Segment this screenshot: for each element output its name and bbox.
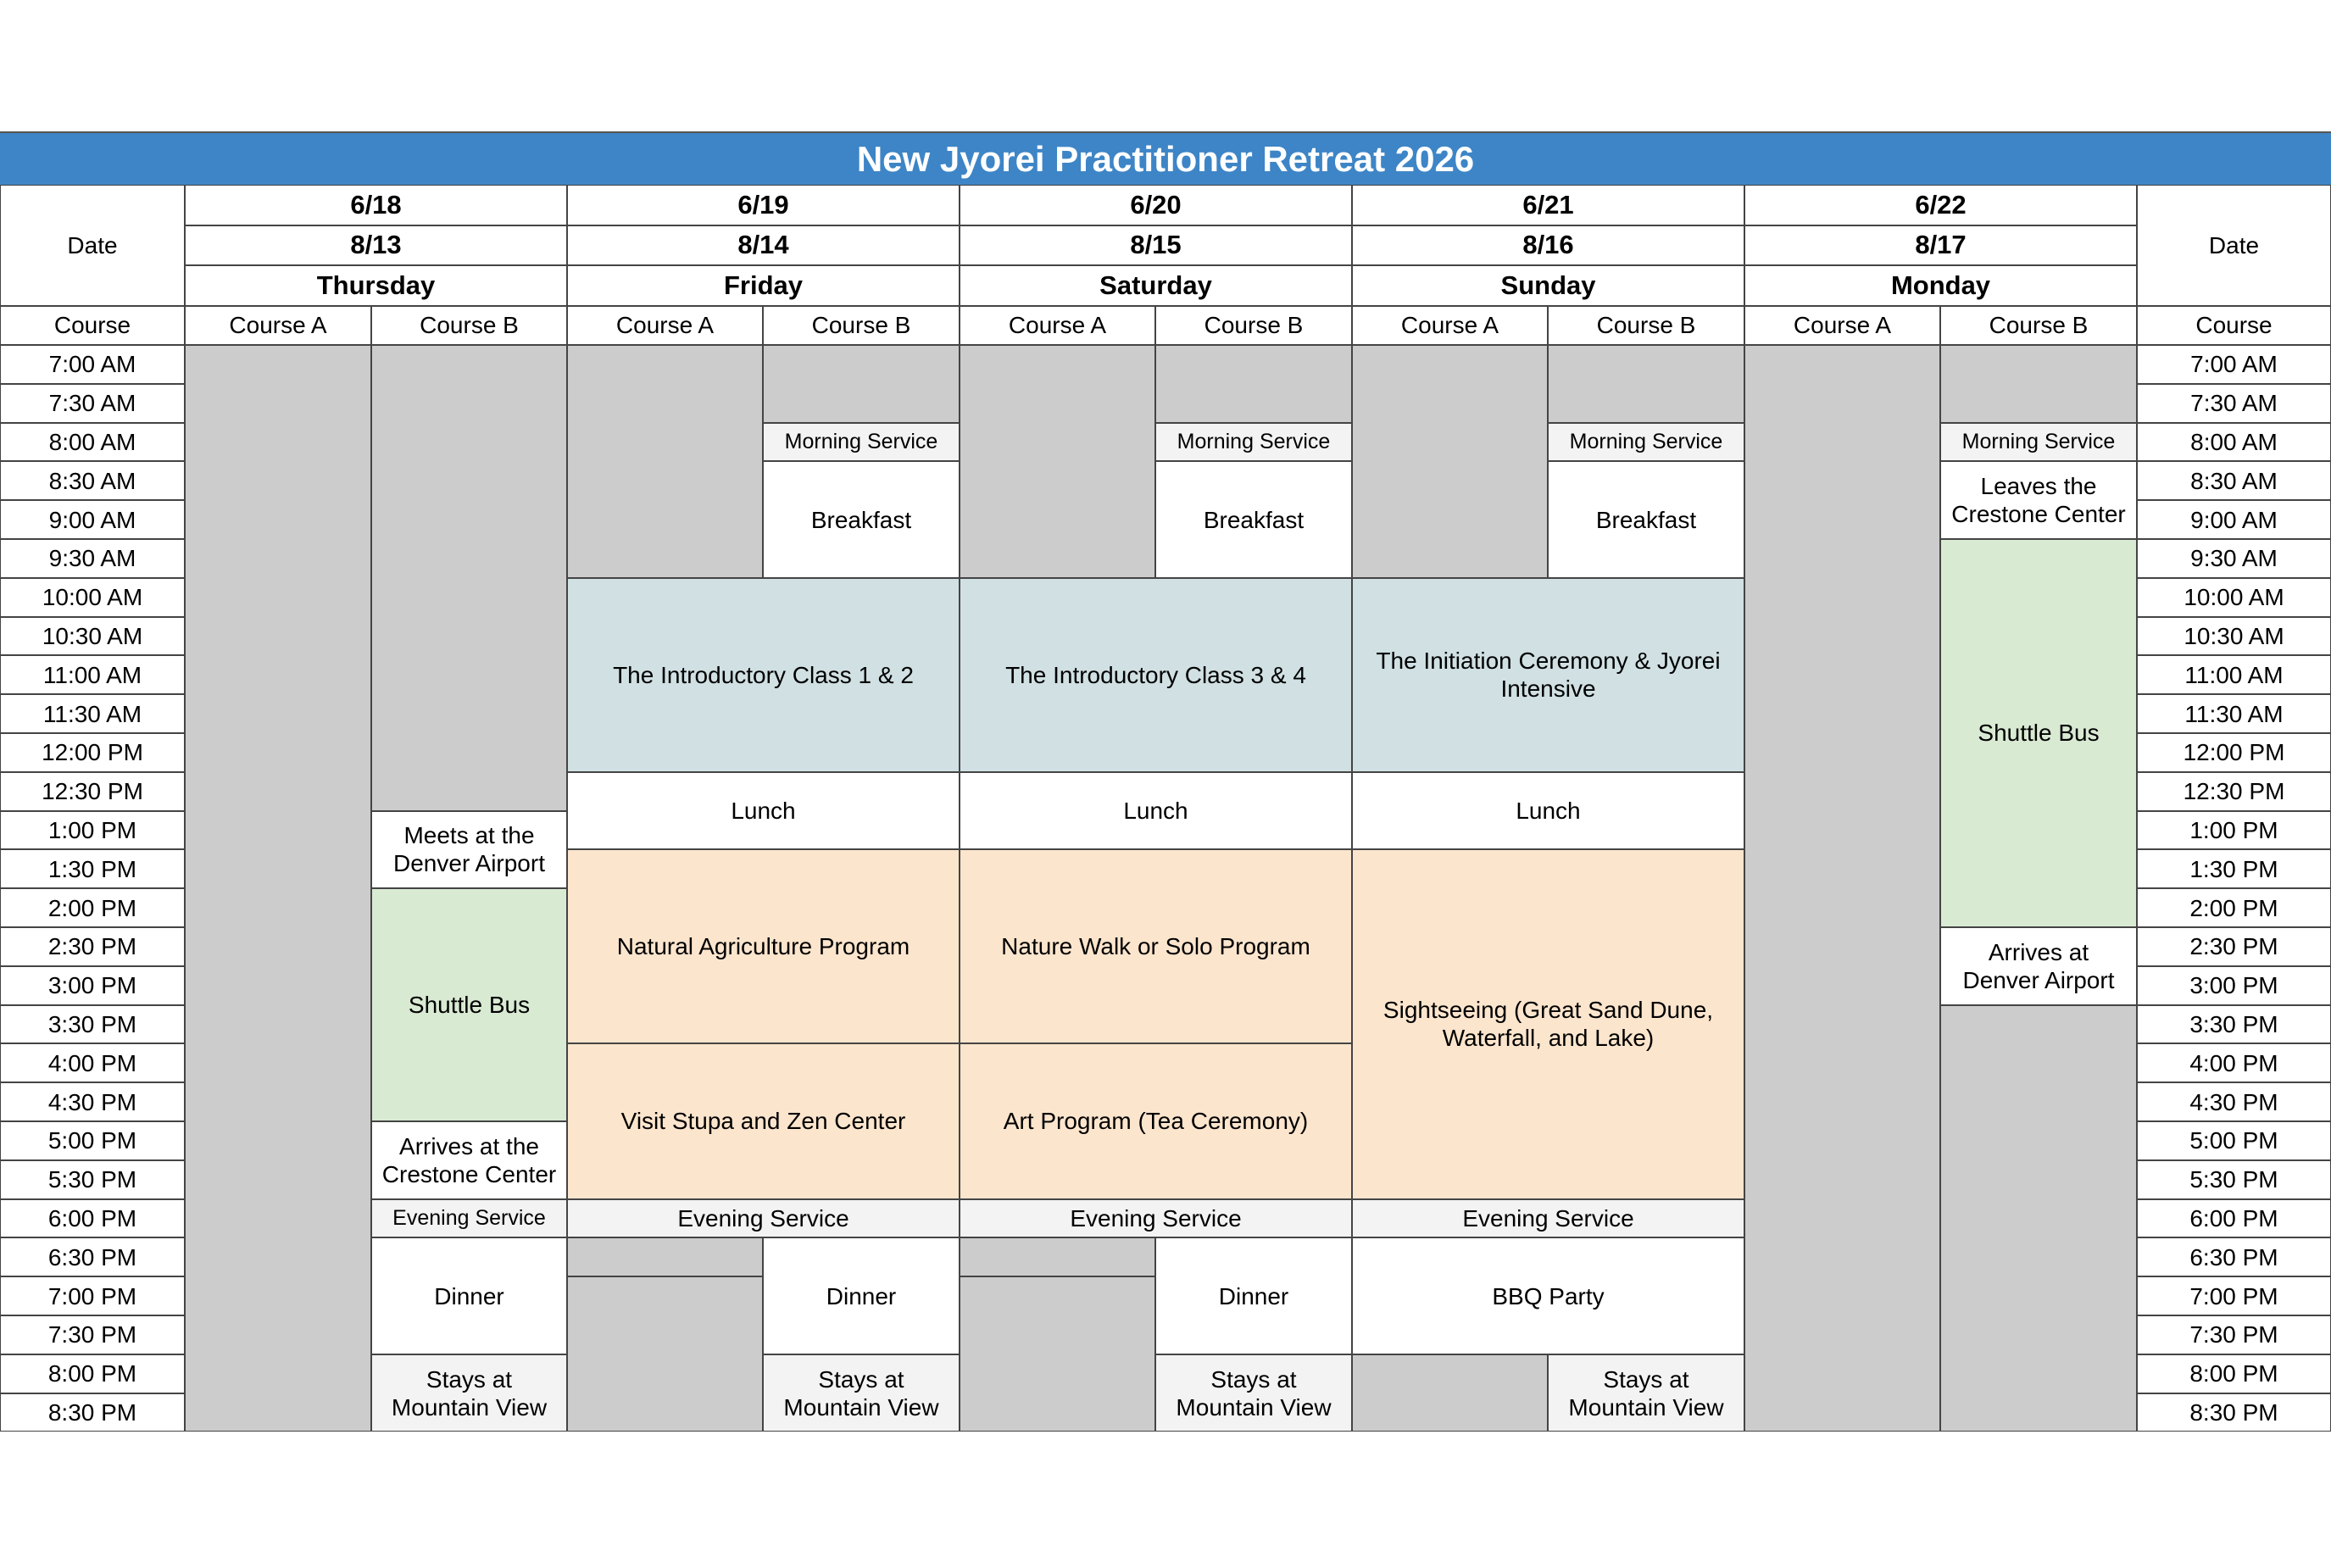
- unscheduled-block: [1940, 1005, 2137, 1432]
- schedule-event-text: Evening Service: [677, 1204, 849, 1232]
- time-label-right: [2137, 1121, 2331, 1160]
- time-label-left-text: 7:00 PM: [47, 1282, 137, 1309]
- time-label-right: [2137, 849, 2331, 888]
- time-label-left: [0, 811, 185, 850]
- time-label-right-text: 11:00 AM: [2184, 661, 2284, 688]
- time-label-left-text: 7:30 AM: [48, 390, 136, 417]
- time-label-right-text: 10:30 AM: [2184, 622, 2284, 649]
- time-label-left: [0, 1043, 185, 1082]
- schedule-event: [960, 1043, 1352, 1198]
- schedule-event: [371, 1199, 567, 1238]
- day-weekday: [567, 265, 960, 306]
- time-label-left-text: 3:30 PM: [47, 1010, 137, 1037]
- day-date-primary: [1352, 185, 1744, 225]
- unscheduled-block: [1352, 1354, 1548, 1432]
- time-label-right-text: 1:30 PM: [2189, 855, 2278, 882]
- schedule-event: [1548, 1354, 1744, 1432]
- time-label-right: [2137, 927, 2331, 966]
- schedule-event-text: Meets at the Denver Airport: [393, 822, 545, 877]
- time-label-left-text: 7:30 PM: [47, 1321, 137, 1348]
- unscheduled-block: [1352, 345, 1548, 578]
- day-date-primary-text: 6/19: [737, 189, 789, 220]
- time-label-right: [2137, 694, 2331, 733]
- schedule-event-text: Shuttle Bus: [1978, 720, 2100, 747]
- course-b-header-text: Course B: [420, 312, 519, 339]
- schedule-event-text: Dinner: [1218, 1282, 1289, 1309]
- time-label-right-text: 8:30 AM: [2190, 467, 2278, 494]
- schedule-event: [960, 1199, 1352, 1238]
- time-label-right-text: 7:00 PM: [2189, 1282, 2278, 1309]
- time-label-left-text: 8:30 AM: [48, 467, 136, 494]
- time-label-left: [0, 1082, 185, 1121]
- time-label-right-text: 4:30 PM: [2189, 1088, 2278, 1115]
- time-label-left-text: 12:30 PM: [42, 778, 143, 805]
- schedule-event: [1548, 423, 1744, 462]
- time-label-right: [2137, 461, 2331, 500]
- time-label-right-text: 9:00 AM: [2190, 506, 2278, 533]
- unscheduled-block: [185, 345, 371, 1432]
- time-label-left: [0, 655, 185, 694]
- day-date-secondary-text: 8/13: [350, 230, 402, 260]
- schedule-event-text: Stays at Mountain View: [1176, 1365, 1332, 1421]
- schedule-event-text: Lunch: [1516, 798, 1581, 825]
- time-label-right: [2137, 539, 2331, 578]
- schedule-event-text: Breakfast: [1203, 506, 1305, 533]
- time-label-right-text: 3:00 PM: [2189, 972, 2278, 999]
- date-label-left-text: Date: [67, 231, 118, 259]
- time-label-left-text: 7:00 AM: [48, 351, 136, 378]
- course-a-header: [1352, 306, 1548, 345]
- course-b-header: [763, 306, 960, 345]
- time-label-left-text: 1:30 PM: [47, 855, 137, 882]
- schedule-event-text: The Introductory Class 3 & 4: [1005, 661, 1306, 688]
- time-label-right: [2137, 1199, 2331, 1238]
- time-label-left: [0, 1354, 185, 1393]
- time-label-right: [2137, 811, 2331, 850]
- time-label-left: [0, 345, 185, 384]
- schedule-title: New Jyorei Practitioner Retreat 2026: [0, 131, 2331, 185]
- time-label-left-text: 9:30 AM: [48, 545, 136, 572]
- time-label-right: [2137, 617, 2331, 656]
- date-label-right: [2137, 185, 2331, 306]
- time-label-right-text: 6:30 PM: [2189, 1243, 2278, 1271]
- day-date-primary-text: 6/20: [1130, 189, 1182, 220]
- time-label-right-text: 10:00 AM: [2184, 584, 2284, 611]
- schedule-event-text: Arrives at Denver Airport: [1962, 938, 2115, 993]
- schedule-event: [763, 1237, 960, 1354]
- time-label-left-text: 11:30 AM: [42, 700, 142, 727]
- course-label-right-text: Course: [2195, 312, 2273, 339]
- course-a-header-text: Course A: [1400, 312, 1499, 339]
- schedule-event: [1155, 461, 1352, 577]
- time-label-left: [0, 1199, 185, 1238]
- time-label-right: [2137, 423, 2331, 462]
- time-label-right-text: 2:30 PM: [2189, 933, 2278, 960]
- day-date-secondary-text: 8/14: [737, 230, 789, 260]
- time-label-left-text: 3:00 PM: [47, 972, 137, 999]
- schedule-event-text: Morning Service: [784, 429, 938, 453]
- schedule-event-text: The Introductory Class 1 & 2: [613, 661, 914, 688]
- schedule-event-text: Nature Walk or Solo Program: [1001, 933, 1310, 960]
- day-date-primary-text: 6/21: [1522, 189, 1574, 220]
- time-label-left-text: 1:00 PM: [47, 816, 137, 843]
- course-b-header-text: Course B: [1204, 312, 1304, 339]
- schedule-event-text: Evening Service: [1462, 1204, 1634, 1232]
- schedule-event: [1352, 1237, 1744, 1354]
- time-label-right: [2137, 655, 2331, 694]
- time-label-right-text: 4:00 PM: [2189, 1049, 2278, 1076]
- time-label-right: [2137, 1237, 2331, 1276]
- schedule-event: [1352, 849, 1744, 1198]
- schedule-event: [1940, 539, 2137, 927]
- day-weekday-text: Sunday: [1500, 270, 1596, 300]
- time-label-right-text: 12:30 PM: [2183, 778, 2285, 805]
- time-label-right-text: 7:30 AM: [2190, 390, 2278, 417]
- time-label-right-text: 8:00 AM: [2190, 428, 2278, 455]
- course-a-header: [960, 306, 1155, 345]
- time-label-right-text: 3:30 PM: [2189, 1010, 2278, 1037]
- schedule-event-text: Morning Service: [1961, 429, 2116, 453]
- time-label-right: [2137, 1315, 2331, 1354]
- time-label-right-text: 11:30 AM: [2184, 700, 2284, 727]
- schedule-event-text: Dinner: [826, 1282, 897, 1309]
- day-date-primary: [567, 185, 960, 225]
- time-label-right-text: 5:00 PM: [2189, 1127, 2278, 1154]
- time-label-left: [0, 694, 185, 733]
- time-label-left-text: 2:30 PM: [47, 933, 137, 960]
- time-label-right-text: 7:30 PM: [2189, 1321, 2278, 1348]
- time-label-left-text: 9:00 AM: [48, 506, 136, 533]
- unscheduled-block: [567, 1237, 763, 1276]
- time-label-left: [0, 617, 185, 656]
- time-label-left-text: 8:00 AM: [48, 428, 136, 455]
- day-date-secondary: [567, 225, 960, 265]
- schedule-event-text: Lunch: [731, 798, 796, 825]
- schedule-event-text: Breakfast: [810, 506, 912, 533]
- time-label-left-text: 8:30 PM: [47, 1398, 137, 1426]
- schedule-event: [371, 811, 567, 889]
- time-label-left: [0, 423, 185, 462]
- time-label-left: [0, 772, 185, 811]
- course-label-right: [2137, 306, 2331, 345]
- day-date-primary: [960, 185, 1352, 225]
- schedule-event: [371, 888, 567, 1121]
- time-label-right-text: 7:00 AM: [2190, 351, 2278, 378]
- time-label-left: [0, 1160, 185, 1199]
- day-date-secondary-text: 8/16: [1522, 230, 1574, 260]
- schedule-event: [1352, 1199, 1744, 1238]
- time-label-right-text: 8:30 PM: [2189, 1398, 2278, 1426]
- schedule-event-text: Natural Agriculture Program: [616, 933, 910, 960]
- time-label-left-text: 10:00 AM: [42, 584, 143, 611]
- time-label-left-text: 6:00 PM: [47, 1204, 137, 1232]
- schedule-event: [1352, 772, 1744, 850]
- date-label-left: [0, 185, 185, 306]
- schedule-event-text: Lunch: [1123, 798, 1188, 825]
- time-label-left-text: 6:30 PM: [47, 1243, 137, 1271]
- time-label-right: [2137, 1005, 2331, 1044]
- schedule-event: [567, 1199, 960, 1238]
- time-label-left: [0, 733, 185, 772]
- unscheduled-block: [1744, 345, 1940, 1432]
- day-date-secondary: [1744, 225, 2137, 265]
- schedule-event: [371, 1354, 567, 1432]
- schedule-event: [763, 461, 960, 577]
- course-a-header: [1744, 306, 1940, 345]
- time-label-left: [0, 1393, 185, 1432]
- time-label-left: [0, 500, 185, 539]
- time-label-left-text: 12:00 PM: [42, 739, 143, 766]
- schedule-event: [1548, 461, 1744, 577]
- day-weekday-text: Monday: [1890, 270, 1991, 300]
- schedule-event-text: The Initiation Ceremony & Jyorei Intensive: [1376, 648, 1721, 703]
- unscheduled-block: [960, 345, 1155, 578]
- time-label-right-text: 12:00 PM: [2183, 739, 2285, 766]
- time-label-left-text: 8:00 PM: [47, 1360, 137, 1387]
- course-b-header: [371, 306, 567, 345]
- unscheduled-block: [763, 345, 960, 423]
- day-weekday-text: Saturday: [1099, 270, 1212, 300]
- time-label-left: [0, 461, 185, 500]
- schedule-event-text: Stays at Mountain View: [391, 1365, 548, 1421]
- time-label-left: [0, 1315, 185, 1354]
- time-label-right: [2137, 1082, 2331, 1121]
- unscheduled-block: [960, 1237, 1155, 1276]
- schedule-event: [1352, 578, 1744, 772]
- time-label-left: [0, 1276, 185, 1315]
- time-label-left: [0, 1237, 185, 1276]
- schedule-event: [1940, 423, 2137, 462]
- unscheduled-block: [371, 345, 567, 811]
- schedule-event: [567, 578, 960, 772]
- course-b-header: [1155, 306, 1352, 345]
- unscheduled-block: [567, 345, 763, 578]
- schedule-event-text: Sightseeing (Great Sand Dune, Waterfall, and Lake): [1382, 997, 1714, 1052]
- unscheduled-block: [960, 1276, 1155, 1432]
- time-label-right-text: 9:30 AM: [2190, 545, 2278, 572]
- course-b-header-text: Course B: [811, 312, 911, 339]
- time-label-left: [0, 578, 185, 617]
- time-label-right: [2137, 772, 2331, 811]
- day-date-secondary-text: 8/17: [1915, 230, 1967, 260]
- schedule-event-text: Breakfast: [1595, 506, 1697, 533]
- time-label-right-text: 6:00 PM: [2189, 1204, 2278, 1232]
- time-label-right: [2137, 1393, 2331, 1432]
- time-label-left: [0, 927, 185, 966]
- time-label-left-text: 5:00 PM: [47, 1127, 137, 1154]
- schedule-event: [1940, 927, 2137, 1005]
- time-label-left-text: 5:30 PM: [47, 1166, 137, 1193]
- schedule-event-text: Stays at Mountain View: [783, 1365, 939, 1421]
- time-label-left: [0, 1121, 185, 1160]
- schedule-event-text: BBQ Party: [1492, 1282, 1605, 1309]
- schedule-event: [371, 1121, 567, 1199]
- time-label-left: [0, 849, 185, 888]
- course-a-header-text: Course A: [615, 312, 715, 339]
- unscheduled-block: [567, 1276, 763, 1432]
- schedule-event: [960, 849, 1352, 1043]
- schedule-event: [763, 1354, 960, 1432]
- day-date-primary: [185, 185, 567, 225]
- time-label-left-text: 4:30 PM: [47, 1088, 137, 1115]
- schedule-event-text: Dinner: [434, 1282, 504, 1309]
- day-date-primary-text: 6/22: [1915, 189, 1967, 220]
- schedule-event: [763, 423, 960, 462]
- date-label-right-text: Date: [2208, 231, 2260, 259]
- day-date-secondary: [1352, 225, 1744, 265]
- day-date-secondary-text: 8/15: [1130, 230, 1182, 260]
- schedule-event: [960, 578, 1352, 772]
- course-a-header-text: Course A: [1008, 312, 1107, 339]
- time-label-right: [2137, 384, 2331, 423]
- time-label-right: [2137, 1160, 2331, 1199]
- day-weekday-text: Thursday: [316, 270, 436, 300]
- time-label-left: [0, 384, 185, 423]
- schedule-event: [1155, 423, 1352, 462]
- time-label-right: [2137, 1276, 2331, 1315]
- time-label-left-text: 11:00 AM: [42, 661, 142, 688]
- schedule-event-text: Evening Service: [1070, 1204, 1242, 1232]
- time-label-right: [2137, 966, 2331, 1005]
- schedule-event-text: Stays at Mountain View: [1568, 1365, 1724, 1421]
- day-date-secondary: [185, 225, 567, 265]
- schedule-grid: [0, 185, 2331, 1434]
- schedule-event-text: Evening Service: [392, 1205, 546, 1230]
- schedule-event: [1155, 1237, 1352, 1354]
- time-label-left: [0, 966, 185, 1005]
- day-date-primary-text: 6/18: [350, 189, 402, 220]
- course-b-header-text: Course B: [1596, 312, 1696, 339]
- day-weekday: [960, 265, 1352, 306]
- time-label-right: [2137, 1043, 2331, 1082]
- unscheduled-block: [1155, 345, 1352, 423]
- course-a-header: [185, 306, 371, 345]
- day-weekday: [1352, 265, 1744, 306]
- schedule-event: [567, 772, 960, 850]
- day-weekday: [185, 265, 567, 306]
- time-label-right-text: 1:00 PM: [2189, 816, 2278, 843]
- course-a-header: [567, 306, 763, 345]
- schedule-event-text: Arrives at the Crestone Center: [381, 1132, 557, 1187]
- time-label-left-text: 2:00 PM: [47, 894, 137, 921]
- schedule-event: [567, 849, 960, 1043]
- time-label-right-text: 5:30 PM: [2189, 1166, 2278, 1193]
- time-label-left: [0, 888, 185, 927]
- schedule-event-text: Morning Service: [1177, 429, 1331, 453]
- course-a-header-text: Course A: [229, 312, 327, 339]
- course-b-header: [1940, 306, 2137, 345]
- schedule-event-text: Morning Service: [1569, 429, 1723, 453]
- course-label-left: [0, 306, 185, 345]
- day-date-secondary: [960, 225, 1352, 265]
- day-weekday-text: Friday: [723, 270, 804, 300]
- schedule-event: [1940, 461, 2137, 539]
- time-label-right: [2137, 578, 2331, 617]
- schedule-event: [960, 772, 1352, 850]
- schedule-event-text: Shuttle Bus: [408, 992, 531, 1019]
- course-label-left-text: Course: [53, 312, 131, 339]
- time-label-right: [2137, 500, 2331, 539]
- day-date-primary: [1744, 185, 2137, 225]
- time-label-right: [2137, 345, 2331, 384]
- time-label-right: [2137, 733, 2331, 772]
- time-label-right: [2137, 1354, 2331, 1393]
- time-label-left: [0, 539, 185, 578]
- time-label-left-text: 4:00 PM: [47, 1049, 137, 1076]
- course-b-header-text: Course B: [1989, 312, 2089, 339]
- unscheduled-block: [1940, 345, 2137, 423]
- time-label-right-text: 2:00 PM: [2189, 894, 2278, 921]
- time-label-left-text: 10:30 AM: [42, 622, 143, 649]
- schedule-event-text: Leaves the Crestone Center: [1951, 473, 2126, 528]
- time-label-right: [2137, 888, 2331, 927]
- schedule-event: [1155, 1354, 1352, 1432]
- schedule-event: [567, 1043, 960, 1198]
- schedule-event: [371, 1237, 567, 1354]
- day-weekday: [1744, 265, 2137, 306]
- schedule-event-text: Art Program (Tea Ceremony): [1003, 1108, 1309, 1135]
- schedule-event-text: Visit Stupa and Zen Center: [620, 1108, 906, 1135]
- unscheduled-block: [1548, 345, 1744, 423]
- time-label-left: [0, 1005, 185, 1044]
- course-b-header: [1548, 306, 1744, 345]
- time-label-right-text: 8:00 PM: [2189, 1360, 2278, 1387]
- course-a-header-text: Course A: [1793, 312, 1892, 339]
